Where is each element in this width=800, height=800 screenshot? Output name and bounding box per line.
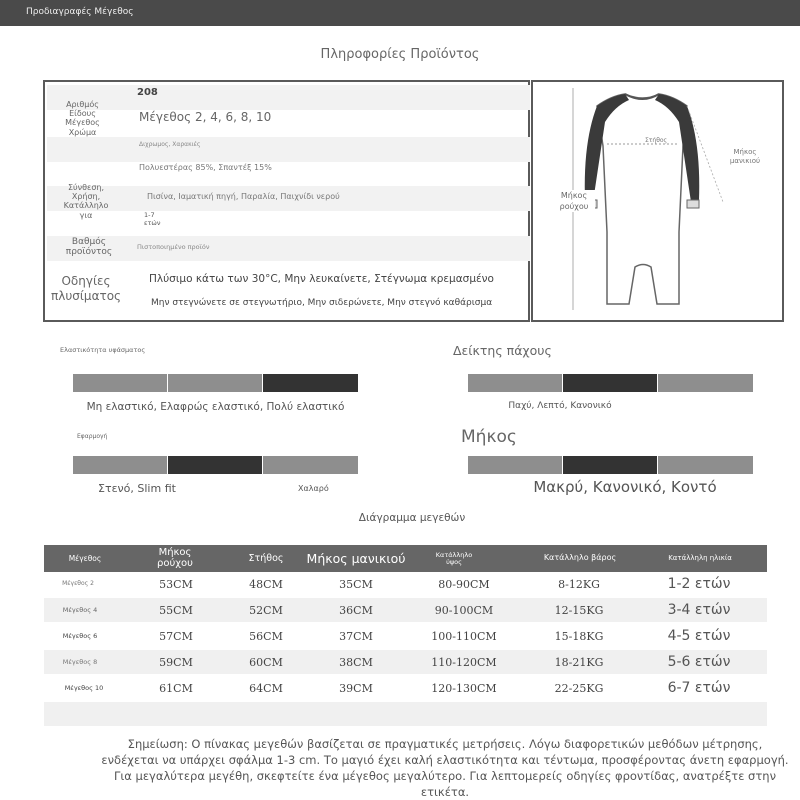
elasticity-title: Ελαστικότητα υφάσματος: [60, 346, 146, 354]
table-row-empty: [44, 702, 767, 726]
fit-bar: [73, 456, 358, 474]
info-band: [47, 85, 530, 110]
bar-segment-selected: [563, 374, 657, 392]
label-grade: Βαθμός προϊόντος: [65, 237, 113, 258]
garment-length-label: Μήκος ρούχου: [553, 190, 595, 212]
label-item-size: Αριθμός Είδους Μέγεθος Χρώμα: [65, 100, 100, 137]
bar-segment-selected: [263, 374, 358, 392]
wash-instructions-1: Πλύσιμο κάτω των 30°C, Μην λευκαίνετε, Στέγνωμα κρεμασμένο: [149, 273, 494, 285]
size-note: Σημείωση: Ο πίνακας μεγεθών βασίζεται σε πραγματικές μετρήσεις. Λόγω διαφορετικών μεθόδων μέτρησης, ενδέχεται να υπάρχει σφάλμα 1-3 cm. Το μαγιό έχει καλή ελαστικότητα και τέντωμα, προσφέροντας άνετη εφαρμογή. Για μεγαλύτερα μεγέθη, σκεφτείτε ένα μέγεθος μεγαλύτερο. Για λεπτομερείς οδηγίες φροντίδας, ανατρέξτε στην ετικέτα.: [101, 737, 789, 799]
label-composition: Σύνθεση, Χρήση, Κατάλληλο για: [63, 183, 109, 220]
elasticity-options: Μη ελαστικό, Ελαφρώς ελαστικό, Πολύ ελαστικό: [86, 401, 345, 413]
product-code: 208: [137, 87, 158, 98]
elasticity-bar: [73, 374, 358, 392]
label-wash: Οδηγίες πλυσίματος: [51, 274, 122, 303]
garment-illustration-box: [531, 80, 784, 322]
table-row: Μέγεθος 2 53CM 48CM 35CM 80-90CM 8-12KG 1-2 ετών: [62, 576, 731, 592]
bar-segment-selected: [563, 456, 657, 474]
size-chart-title: Διάγραμμα μεγεθών: [358, 512, 466, 524]
bar-segment: [658, 374, 753, 392]
header-weight: Κατάλληλο βάρος: [543, 553, 617, 563]
product-age: 1-7 ετών: [144, 211, 161, 227]
product-composition: Πολυεστέρας 85%, Σπαντέξ 15%: [139, 163, 272, 172]
product-colors: Διχρωμος, Χαρακιές: [139, 141, 201, 148]
bar-segment: [73, 374, 167, 392]
sleeve-length-label: Μήκος μανικιού: [729, 148, 761, 165]
thickness-bar: [468, 374, 753, 392]
header-chest: Στήθος: [248, 552, 284, 564]
thickness-options: Παχύ, Λεπτό, Κανονικό: [508, 401, 612, 411]
bar-segment: [468, 456, 562, 474]
table-row: Μέγεθος 4 55CM 52CM 36CM 90-100CM 12-15KG 3-4 ετών: [44, 598, 767, 622]
thickness-title: Δείκτης πάχους: [453, 343, 552, 358]
bar-segment: [73, 456, 167, 474]
fit-option-loose: Χαλαρό: [298, 484, 329, 493]
table-row: Μέγεθος 6 57CM 56CM 37CM 100-110CM 15-18KG 4-5 ετών: [62, 628, 731, 644]
header-sleeve: Μήκος μανικιού: [306, 550, 406, 566]
fit-title: Εφαρμογή: [77, 433, 108, 440]
bar-segment: [658, 456, 753, 474]
header-length: Μήκος ρούχου: [157, 547, 193, 569]
garment-body-shape: [597, 94, 687, 304]
length-options: Μακρύ, Κανονικό, Κοντό: [533, 478, 717, 496]
bar-segment: [263, 456, 358, 474]
table-row: Μέγεθος 10 61CM 64CM 39CM 120-130CM 22-25KG 6-7 ετών: [64, 680, 731, 696]
fit-option-tight: Στενό, Slim fit: [98, 482, 176, 495]
product-usage: Πισίνα, Ιαματική πηγή, Παραλία, Παιχνίδι νερού: [147, 192, 340, 201]
table-row: Μέγεθος 8 59CM 60CM 38CM 110-120CM 18-21KG 5-6 ετών: [44, 650, 767, 674]
table-header: [44, 545, 767, 572]
length-title: Μήκος: [461, 427, 517, 447]
header-size: Μέγεθος: [68, 553, 102, 563]
product-info-box: [43, 80, 530, 322]
info-band: [47, 236, 530, 261]
product-grade: Πιστοποιημένο προϊόν: [137, 243, 210, 251]
top-bar: [0, 0, 800, 26]
product-sizes: Μέγεθος 2, 4, 6, 8, 10: [139, 110, 272, 124]
chest-label: Στήθος: [645, 137, 668, 144]
bar-segment: [468, 374, 562, 392]
header-height: Κατάλληλο ύψος: [435, 550, 473, 566]
length-bar: [468, 456, 753, 474]
bar-segment-selected: [168, 456, 262, 474]
wash-instructions-2: Μην στεγνώνετε σε στεγνωτήριο, Μην σιδερώνετε, Μην στεγνό καθάρισμα: [151, 298, 493, 308]
section-title: Πληροφορίες Προϊόντος: [320, 47, 480, 62]
header-title: Προδιαγραφές Μέγεθος: [26, 7, 134, 17]
bar-segment: [168, 374, 262, 392]
header-age: Κατάλληλη ηλικία: [668, 553, 732, 562]
info-band: [47, 137, 530, 162]
